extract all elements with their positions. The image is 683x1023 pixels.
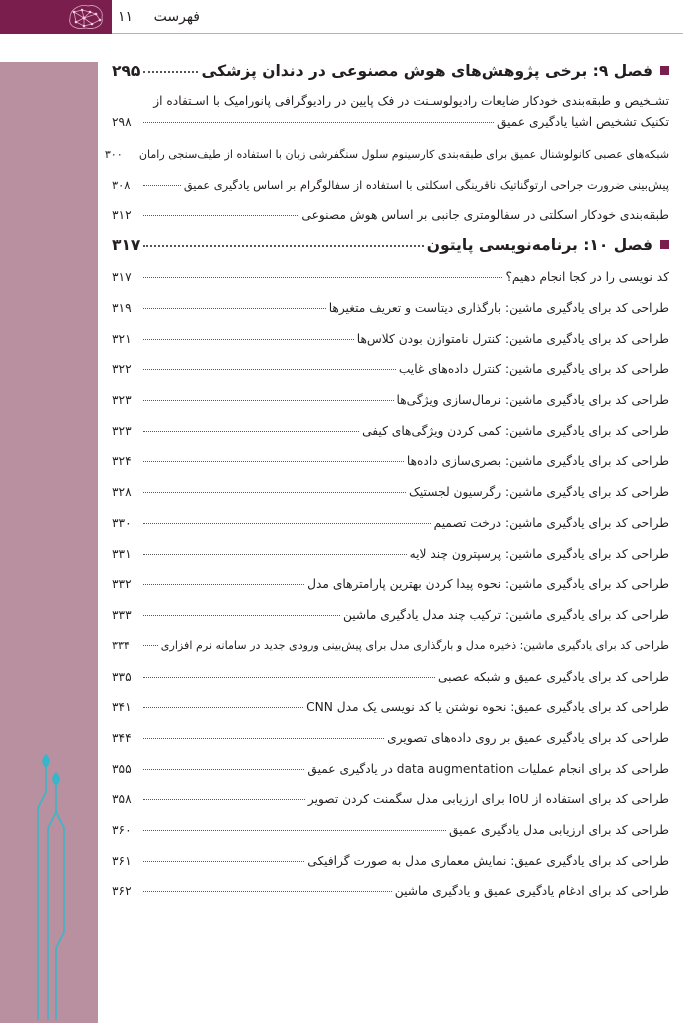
toc-entry[interactable]: طراحی کد برای ادغام یادگیری عمیق و یادگیری ماشین ۳۶۲ bbox=[112, 884, 669, 898]
toc-entry[interactable]: طراحی کد برای یادگیری عمیق بر روی داده‌های تصویری ۳۴۴ bbox=[112, 731, 669, 745]
leader-dots bbox=[143, 244, 423, 247]
toc-entry[interactable]: طراحی کد برای یادگیری ماشین: بصری‌سازی داده‌ها ۳۲۴ bbox=[112, 454, 669, 468]
toc-entry[interactable]: طبقه‌بندی خودکار اسکلتی در سفالومتری جانبی بر اساس هوش مصنوعی ۳۱۲ bbox=[112, 208, 669, 222]
toc-entry[interactable]: کد نویسی را در کجا انجام دهیم؟ ۳۱۷ bbox=[112, 270, 669, 284]
toc-entry[interactable]: طراحی کد برای انجام عملیات data augmentation در یادگیری عمیق ۳۵۵ bbox=[112, 762, 669, 776]
toc-entry[interactable]: طراحی کد برای یادگیری عمیق: نحوه نوشتن یا کد نویسی یک مدل CNN ۳۴۱ bbox=[112, 700, 669, 714]
toc-entry[interactable]: طراحی کد برای یادگیری ماشین: ذخیره مدل و بارگذاری مدل برای پیش‌بینی ورودی جدید در سامانه نرم افزاری ۳۳۴ bbox=[112, 639, 669, 652]
toc-entry[interactable]: تکنیک تشخیص اشیا یادگیری عمیق ۲۹۸ bbox=[112, 115, 669, 129]
header-band bbox=[0, 0, 112, 34]
toc-entry-line1[interactable]: تشـخیص و طبقه‌بندی خودکار ضایعات رادیولوسـنت در فک پایین در رادیوگرافی پانورامیک با اسـتفاده از bbox=[153, 94, 669, 108]
toc-entry[interactable]: طراحی کد برای یادگیری عمیق و شبکه عصبی ۳۳۵ bbox=[112, 670, 669, 684]
chapter-bullet-icon bbox=[660, 66, 669, 75]
toc-entry[interactable]: طراحی کد برای یادگیری ماشین: کنترل داده‌های غایب ۳۲۲ bbox=[112, 362, 669, 376]
page-title: فهرست bbox=[153, 9, 200, 25]
leader-dots bbox=[143, 70, 198, 73]
toc-entry[interactable]: طراحی کد برای یادگیری ماشین: درخت تصمیم ۳۳۰ bbox=[112, 516, 669, 530]
toc-entry[interactable]: طراحی کد برای یادگیری ماشین: ترکیب چند مدل یادگیری ماشین ۳۳۳ bbox=[112, 608, 669, 622]
brain-network-icon bbox=[62, 2, 108, 32]
toc-entry[interactable]: طراحی کد برای یادگیری ماشین: کنترل نامتوازن بودن کلاس‌ها ۳۲۱ bbox=[112, 332, 669, 346]
page-number: ۱۱ bbox=[118, 9, 134, 25]
toc-entry[interactable]: طراحی کد برای ارزیابی مدل یادگیری عمیق ۳۶۰ bbox=[112, 823, 669, 837]
toc-entry[interactable]: طراحی کد برای یادگیری ماشین: نرمال‌سازی ویژگی‌ها ۳۲۳ bbox=[112, 393, 669, 407]
toc-entry[interactable]: طراحی کد برای یادگیری ماشین: بارگذاری دیتاست و تعریف متغیرها ۳۱۹ bbox=[112, 301, 669, 315]
toc-entry[interactable]: طراحی کد برای یادگیری عمیق: نمایش معماری مدل به صورت گرافیکی ۳۶۱ bbox=[112, 854, 669, 868]
circuit-decoration-icon bbox=[30, 752, 70, 1023]
chapter-10-heading[interactable]: فصل ۱۰: برنامه‌نویسی پایتون ۳۱۷ bbox=[112, 236, 669, 254]
toc-entry[interactable]: شبکه‌های عصبی کانولوشنال عمیق برای طبقه‌بندی کارسینوم سلول سنگفرشی زبان با استفاده از طیف‌سنجی رامان ۳۰۰ bbox=[104, 148, 669, 161]
toc-entry[interactable]: پیش‌بینی ضرورت جراحی ارتوگناتیک ناقرینگی اسکلتی با استفاده از سفالوگرام بر اساس یادگیری عمیق ۳۰۸ bbox=[112, 178, 669, 192]
toc-entry[interactable]: طراحی کد برای یادگیری ماشین: کمی کردن ویژگی‌های کیفی ۳۲۳ bbox=[112, 424, 669, 438]
toc-entry[interactable]: طراحی کد برای یادگیری ماشین: رگرسیون لجستیک ۳۲۸ bbox=[112, 485, 669, 499]
chapter-9-heading[interactable]: فصل ۹: برخی پژوهش‌های هوش مصنوعی در دندان پزشکی ۲۹۵ bbox=[112, 62, 669, 80]
toc-entry[interactable]: طراحی کد برای یادگیری ماشین: پرسپترون چند لایه ۳۳۱ bbox=[112, 547, 669, 561]
toc-entry[interactable]: طراحی کد برای استفاده از IoU برای ارزیابی مدل سگمنت کردن تصویر ۳۵۸ bbox=[112, 792, 669, 806]
header-rule bbox=[112, 33, 683, 34]
chapter-bullet-icon bbox=[660, 240, 669, 249]
toc-entry[interactable]: طراحی کد برای یادگیری ماشین: نحوه پیدا کردن بهترین پارامترهای مدل ۳۳۲ bbox=[112, 577, 669, 591]
